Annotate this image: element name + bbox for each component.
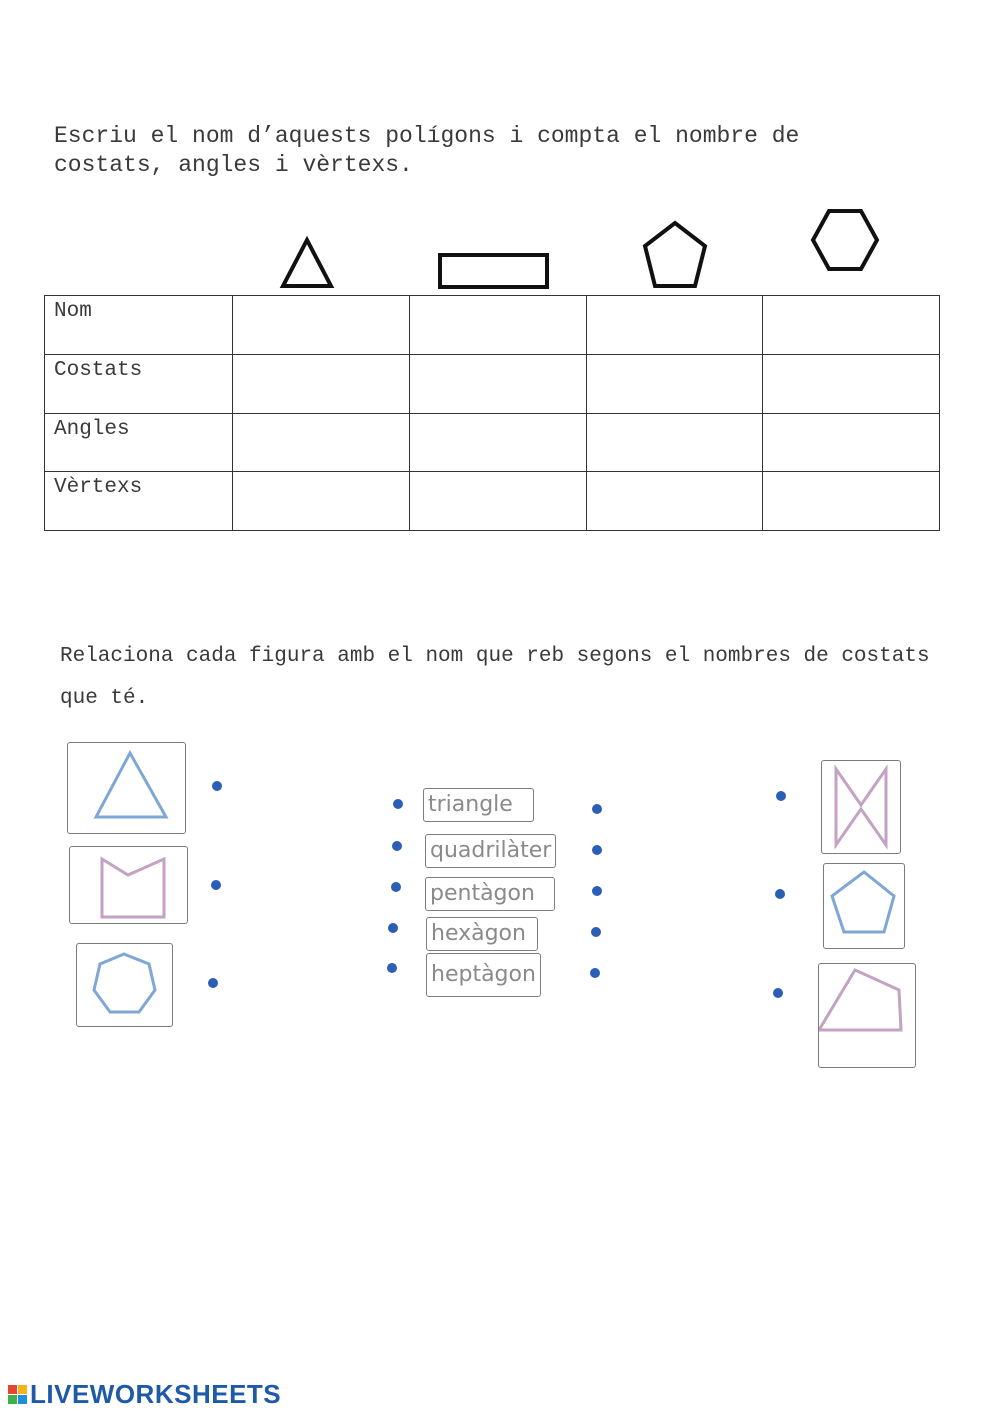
triangle-figure-icon <box>68 743 185 833</box>
right-figure-pentagon <box>823 863 905 949</box>
answer-field-angles-triangle[interactable] <box>243 422 403 464</box>
word-card-triangle[interactable]: triangle <box>423 788 534 822</box>
match-dot-word-right-2[interactable] <box>592 845 602 855</box>
match-dot-word-left-3[interactable] <box>391 882 401 892</box>
bowtie-hexagon-figure-icon <box>822 761 900 853</box>
match-dot-word-right-1[interactable] <box>592 804 602 814</box>
match-dot-right-1[interactable] <box>776 791 786 801</box>
match-dot-word-right-5[interactable] <box>590 968 600 978</box>
word-card-quadrilater[interactable]: quadrilàter <box>425 834 556 868</box>
word-card-hexagon[interactable]: hexàgon <box>426 917 538 951</box>
match-dot-left-3[interactable] <box>208 978 218 988</box>
answer-field-vertexs-hexagon[interactable] <box>773 480 933 522</box>
left-figure-notched-pentagon <box>69 846 188 924</box>
answer-field-vertexs-rectangle[interactable] <box>420 480 580 522</box>
answer-field-costats-pentagon[interactable] <box>597 363 757 405</box>
word-card-pentagon[interactable]: pentàgon <box>425 877 555 911</box>
answer-field-angles-hexagon[interactable] <box>773 422 933 464</box>
match-dot-word-left-5[interactable] <box>387 963 397 973</box>
row-label-costats: Costats <box>45 354 233 413</box>
match-dot-left-2[interactable] <box>211 880 221 890</box>
hexagon-icon <box>809 207 881 273</box>
exercise-1-instruction: Escriu el nom d’aquests polígons i compta el nombre de costats, angles i vèrtexs. <box>54 123 800 178</box>
liveworksheets-logo <box>8 1379 281 1409</box>
right-figure-bowtie-hexagon <box>821 760 901 854</box>
exercise-2-instruction: Relaciona cada figura amb el nom que reb segons el nombres de costats que té. <box>60 645 930 710</box>
table-row-nom <box>45 296 940 355</box>
answer-field-nom-triangle[interactable] <box>243 304 403 346</box>
match-dot-word-left-4[interactable] <box>388 923 398 933</box>
answer-field-costats-hexagon[interactable] <box>773 363 933 405</box>
match-dot-right-2[interactable] <box>775 889 785 899</box>
row-label-vertexs: Vèrtexs <box>45 472 233 531</box>
match-dot-word-left-1[interactable] <box>393 799 403 809</box>
right-figure-quadrilateral <box>818 963 916 1068</box>
match-dot-word-left-2[interactable] <box>392 841 402 851</box>
row-label-nom: Nom <box>45 296 233 355</box>
answer-field-nom-hexagon[interactable] <box>773 304 933 346</box>
answer-field-angles-pentagon[interactable] <box>597 422 757 464</box>
notched-pentagon-figure-icon <box>70 847 187 923</box>
table-row-vertexs <box>45 472 940 531</box>
heptagon-figure-icon <box>77 944 172 1026</box>
answer-field-nom-pentagon[interactable] <box>597 304 757 346</box>
match-dot-left-1[interactable] <box>212 781 222 791</box>
answer-field-costats-rectangle[interactable] <box>420 363 580 405</box>
triangle-icon <box>278 236 336 290</box>
table-row-costats <box>45 354 940 413</box>
answer-field-vertexs-triangle[interactable] <box>243 480 403 522</box>
match-dot-word-right-4[interactable] <box>591 927 601 937</box>
match-dot-word-right-3[interactable] <box>592 886 602 896</box>
answer-field-vertexs-pentagon[interactable] <box>597 480 757 522</box>
answer-field-angles-rectangle[interactable] <box>420 422 580 464</box>
answer-field-nom-rectangle[interactable] <box>420 304 580 346</box>
row-label-angles: Angles <box>45 413 233 472</box>
liveworksheets-logo-icon <box>8 1385 27 1404</box>
rectangle-icon <box>437 251 551 291</box>
answer-field-costats-triangle[interactable] <box>243 363 403 405</box>
polygon-table <box>44 295 940 531</box>
pentagon-icon <box>640 219 710 291</box>
left-figure-heptagon <box>76 943 173 1027</box>
word-card-heptagon[interactable]: heptàgon <box>426 953 541 997</box>
liveworksheets-logo-text: LIVEWORKSHEETS <box>30 1378 282 1409</box>
pentagon-figure-icon <box>824 864 904 948</box>
table-row-angles <box>45 413 940 472</box>
match-dot-right-3[interactable] <box>773 988 783 998</box>
left-figure-triangle <box>67 742 186 834</box>
quadrilateral-figure-icon <box>819 964 915 1067</box>
